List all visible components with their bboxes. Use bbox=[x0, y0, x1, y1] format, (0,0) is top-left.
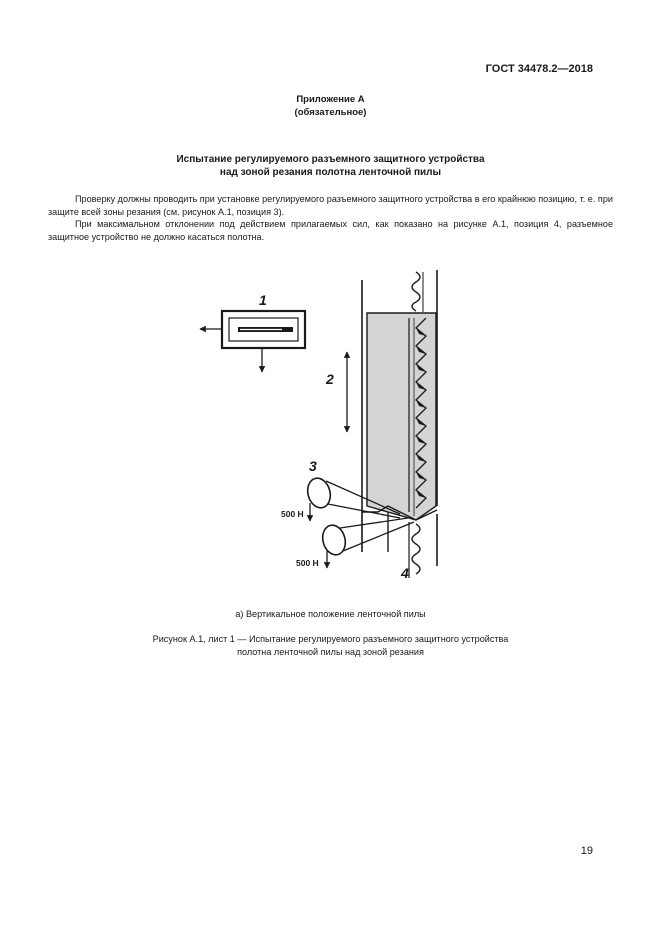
rope-load-lower bbox=[319, 518, 414, 568]
label-pos3: 3 bbox=[309, 458, 317, 474]
paragraph-1-text: Проверку должны проводить при установке регулируемого разъемного защитного устройства в его крайнюю позицию, т. е. при защите всей зоны резания (см. рисунок А.1, позиция 3). bbox=[48, 194, 613, 217]
appendix-title: Приложение А bbox=[296, 94, 365, 105]
section-title-line2: над зоной резания полотна ленточной пилы bbox=[219, 167, 442, 178]
label-pos4: 4 bbox=[401, 565, 409, 581]
label-pos1: 1 bbox=[259, 292, 267, 308]
figure-caption bbox=[0, 633, 661, 659]
section-title-line1: Испытание регулируемого разъемного защитного устройства bbox=[176, 154, 485, 165]
force-upper: 500 Н bbox=[281, 509, 304, 519]
force-lower: 500 Н bbox=[296, 558, 319, 568]
blade-lower bbox=[412, 524, 420, 574]
paragraph-2-text: При максимальном отклонении под действием прилагаемых сил, как показано на рисунке А.1, позиция 4, разъемное защитное устройство не должно касаться полотна. bbox=[48, 219, 613, 242]
blade-upper bbox=[412, 272, 420, 311]
document-code: ГОСТ 34478.2—2018 bbox=[485, 63, 593, 75]
figure-subcaption: а) Вертикальное положение ленточной пилы bbox=[235, 609, 426, 619]
appendix-status: (обязательное) bbox=[294, 107, 367, 118]
guard-section-sketch bbox=[200, 311, 305, 372]
page-number: 19 bbox=[580, 845, 593, 857]
figure-caption-line2: полотна ленточной пилы над зоной резания bbox=[237, 647, 424, 657]
guard-plate bbox=[367, 313, 436, 520]
figure-caption-line1: Рисунок А.1, лист 1 — Испытание регулируемого разъемного защитного устройства bbox=[152, 634, 509, 644]
label-pos2: 2 bbox=[326, 371, 334, 387]
